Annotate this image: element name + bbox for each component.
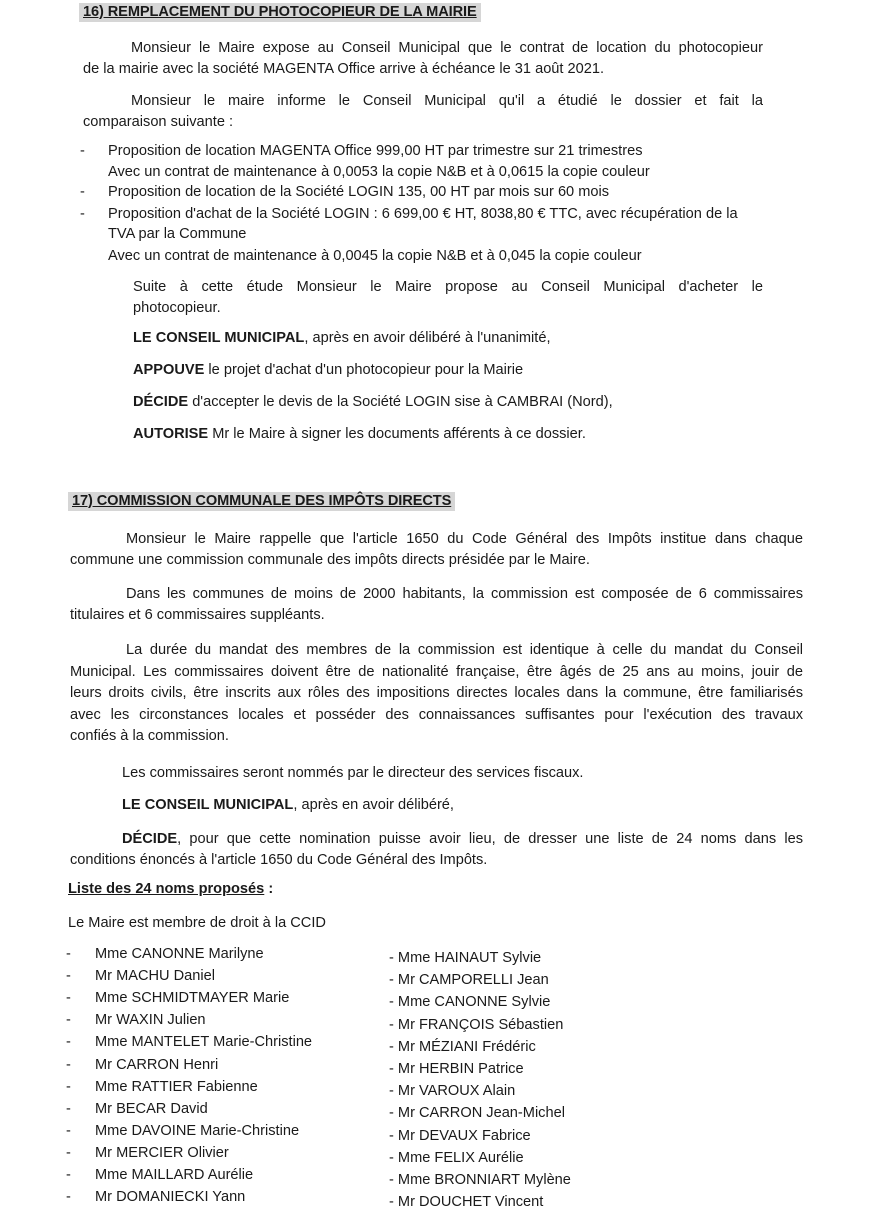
s17-p1-line1: Monsieur le Maire rappelle que l'article 1650 du Code Général des Impôts institue dans chaque [126, 531, 803, 547]
left-name-item: Mr MERCIER Olivier [95, 1144, 229, 1161]
s17-p6-line2: conditions énoncés à l'article 1650 du Code Général des Impôts. [70, 852, 488, 868]
left-name-item: Mme DAVOINE Marie-Christine [95, 1122, 300, 1139]
bullet-dash: - [80, 143, 85, 159]
left-name-item: Mr CARRON Henri [95, 1056, 219, 1073]
s16-item-1-cont: Avec un contrat de maintenance à 0,0053 la copie N&B et à 0,0615 la copie couleur [108, 164, 650, 180]
s16-decision-conseil: LE CONSEIL MUNICIPAL, après en avoir délibéré à l'unanimité, [133, 330, 551, 346]
s17-p6-line1: DÉCIDE, pour que cette nomination puisse avoir lieu, de dresser une liste de 24 noms dans les [122, 831, 803, 847]
right-name-item: - Mr VAROUX Alain [389, 1083, 516, 1100]
ccid-note: Le Maire est membre de droit à la CCID [68, 915, 326, 931]
s17-paragraph-6 [70, 829, 803, 871]
s17-paragraph-3 [70, 640, 803, 748]
s17-p2-line2: titulaires et 6 commissaires suppléants. [70, 607, 325, 623]
s16-item-3: Proposition d'achat de la Société LOGIN : 6 699,00 € HT, 8038,80 € TTC, avec récupération de la [108, 206, 738, 222]
list-dash: - [66, 968, 71, 985]
right-name-item: - Mme FELIX Aurélie [389, 1149, 524, 1166]
s16-p1-line1: Monsieur le Maire expose au Conseil Municipal que le contrat de location du photocopieur [131, 40, 763, 56]
s17-p3-line5: confiés à la commission. [70, 728, 229, 745]
left-name-item: Mme SCHMIDTMAYER Marie [95, 990, 290, 1007]
s16-p2-line1: Monsieur le maire informe le Conseil Municipal qu'il a étudié le dossier et fait la [131, 93, 763, 109]
bullet-dash: - [80, 206, 85, 222]
left-name-item: Mme MANTELET Marie-Christine [95, 1034, 313, 1051]
s16-paragraph-2 [83, 91, 763, 133]
left-name-item: Mme MAILLARD Aurélie [95, 1167, 254, 1183]
list-dash: - [66, 1012, 71, 1029]
s16-item-2: Proposition de location de la Société LOGIN 135, 00 HT par mois sur 60 mois [108, 184, 610, 200]
list-dash: - [66, 1122, 71, 1139]
right-name-item: - Mme BRONNIART Mylène [389, 1172, 571, 1188]
s17-p1-line2: commune une commission communale des impôts directs présidée par le Maire. [70, 552, 590, 568]
bullet-dash: - [80, 184, 85, 200]
list-dash: - [66, 1100, 71, 1117]
list-dash: - [66, 1189, 71, 1206]
left-name-item: Mr WAXIN Julien [95, 1012, 206, 1029]
s17-paragraph-4: Les commissaires seront nommés par le directeur des services fiscaux. [122, 765, 584, 781]
s16-p2-line2: comparaison suivante : [83, 114, 234, 130]
s16-item-3-maintenance: Avec un contrat de maintenance à 0,0045 la copie N&B et à 0,045 la copie couleur [108, 248, 642, 264]
s17-p3-line1: La durée du mandat des membres de la commission est identique à celle du mandat du Conseil [126, 642, 803, 658]
right-name-item: - Mr DOUCHET Vincent [389, 1194, 544, 1211]
s16-p1-line2: de la mairie avec la société MAGENTA Office arrive à échéance le 31 août 2021. [83, 61, 605, 77]
s17-p3-line4: avec les circonstances locales et posséder des connaissances suffisantes pour l'exécution des travaux [70, 706, 803, 723]
right-name-item: - Mme CANONNE Sylvie [389, 994, 551, 1011]
s17-p3-line2: Municipal. Les commissaires doivent être de nationalité française, être âgés de 25 ans au moins, jouir de [70, 663, 803, 680]
right-name-item: - Mr CARRON Jean-Michel [389, 1105, 565, 1122]
s17-paragraph-2 [70, 584, 803, 626]
right-name-item: - Mr DEVAUX Fabrice [389, 1127, 531, 1144]
s16-item-1: Proposition de location MAGENTA Office 999,00 HT par trimestre sur 21 trimestres [108, 143, 643, 159]
s17-conseil-line: LE CONSEIL MUNICIPAL, après en avoir délibéré, [122, 797, 454, 813]
s17-paragraph-1 [70, 529, 803, 571]
names-list-title: Liste des 24 noms proposés : [68, 881, 274, 897]
s17-p3-line3: leurs droits civils, être inscrits aux rôles des impositions directes locales dans la commune, être familiarisés [70, 685, 803, 702]
s16-p3-line2: photocopieur. [133, 300, 221, 316]
s16-item-3-cont: TVA par la Commune [108, 226, 247, 242]
right-name-item: - Mr MÉZIANI Frédéric [389, 1038, 536, 1055]
s16-decision-decide: DÉCIDE d'accepter le devis de la Société LOGIN sise à CAMBRAI (Nord), [133, 394, 613, 410]
left-name-item: Mme CANONNE Marilyne [95, 946, 264, 962]
s16-decision-autorise: AUTORISE Mr le Maire à signer les documents afférents à ce dossier. [133, 426, 586, 442]
left-name-item: Mme RATTIER Fabienne [95, 1078, 258, 1095]
s17-p2-line1: Dans les communes de moins de 2000 habitants, la commission est composée de 6 commissaires [126, 586, 803, 602]
list-dash: - [66, 946, 71, 962]
right-name-item: - Mr HERBIN Patrice [389, 1061, 524, 1077]
left-name-item: Mr DOMANIECKI Yann [95, 1189, 246, 1206]
left-name-item: Mr MACHU Daniel [95, 968, 216, 985]
list-dash: - [66, 1078, 71, 1095]
right-name-item: - Mme HAINAUT Sylvie [389, 950, 542, 966]
right-name-item: - Mr FRANÇOIS Sébastien [389, 1016, 564, 1033]
list-dash: - [66, 1034, 71, 1051]
right-name-item: - Mr CAMPORELLI Jean [389, 972, 549, 989]
list-dash: - [66, 1144, 71, 1161]
s16-decision-approuve: APPOUVE le projet d'achat d'un photocopieur pour la Mairie [133, 362, 524, 378]
section-16-heading: 16) REMPLACEMENT DU PHOTOCOPIEUR DE LA MAIRIE [79, 3, 481, 22]
list-dash: - [66, 1056, 71, 1073]
s16-p3-line1: Suite à cette étude Monsieur le Maire propose au Conseil Municipal d'acheter le [133, 279, 763, 295]
s16-paragraph-1 [83, 38, 763, 80]
s16-paragraph-3 [133, 277, 763, 319]
section-17-heading: 17) COMMISSION COMMUNALE DES IMPÔTS DIRECTS [68, 492, 455, 511]
list-dash: - [66, 1167, 71, 1183]
list-dash: - [66, 990, 71, 1007]
left-name-item: Mr BECAR David [95, 1100, 208, 1117]
